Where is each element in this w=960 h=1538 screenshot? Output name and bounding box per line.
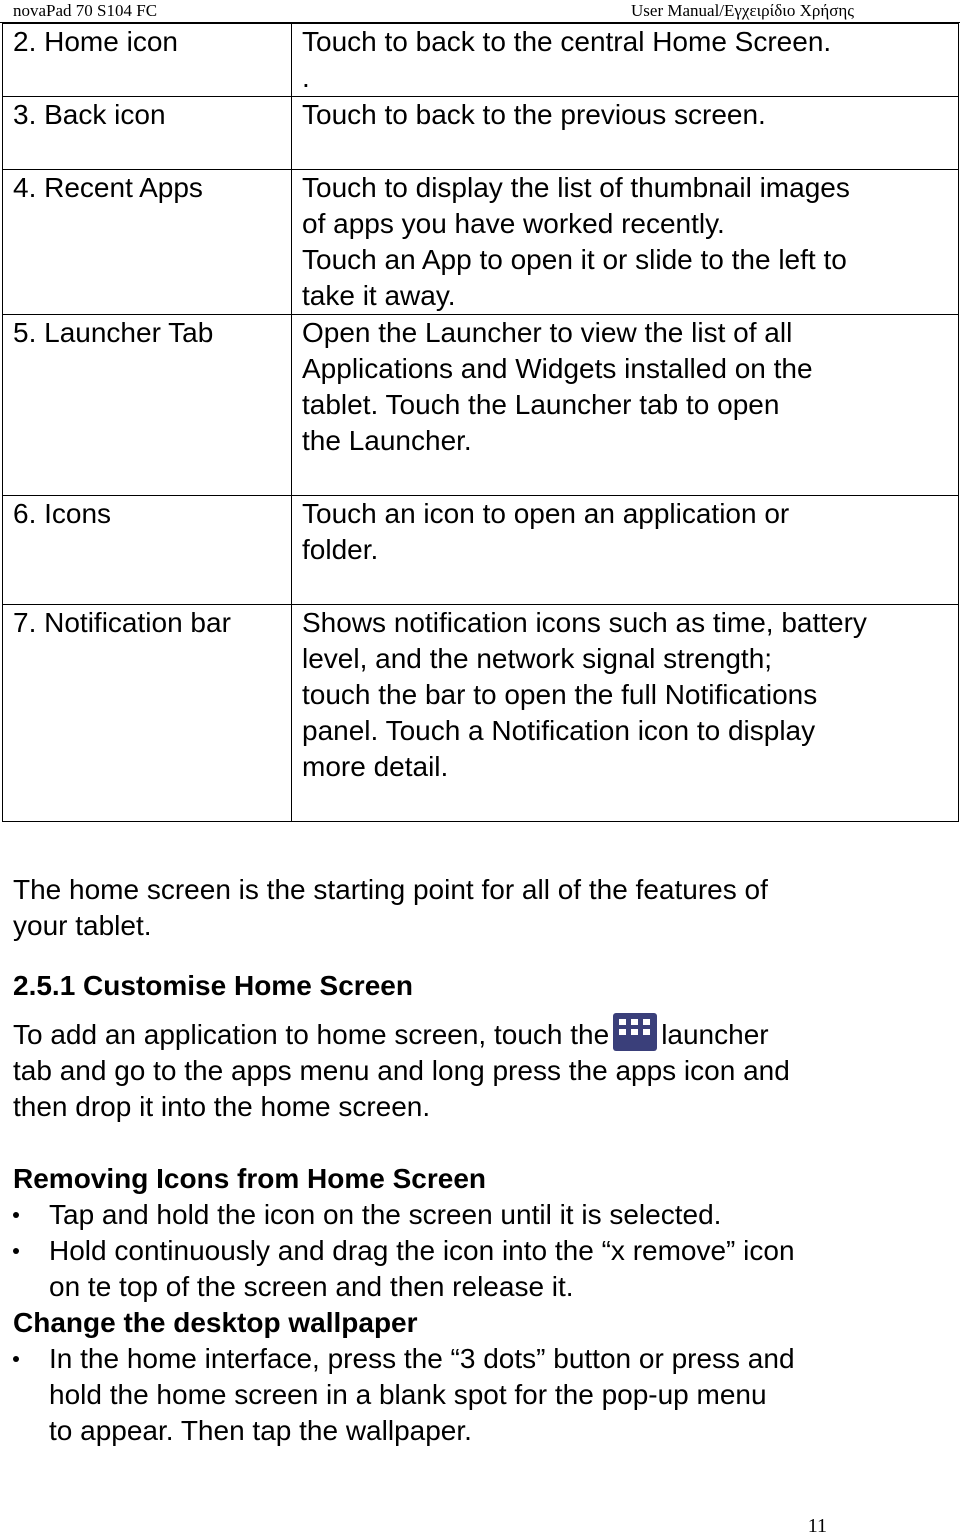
legend-description: Open the Launcher to view the list of all Applications and Widgets installed on the tablet. Touch the Launcher tab to open the Launcher. xyxy=(292,315,959,496)
wallpaper-list xyxy=(13,1341,913,1449)
legend-description: Touch to display the list of thumbnail images of apps you have worked recently. Touch an App to open it or slide to the left to take it away. xyxy=(292,170,959,315)
table-row xyxy=(3,170,959,315)
page-number: 11 xyxy=(807,1515,827,1537)
launcher-grid-icon xyxy=(613,1013,657,1049)
list-item: In the home interface, press the “3 dots” button or press and hold the home screen in a blank spot for the pop-up menu to appear. Then tap the wallpaper. xyxy=(13,1341,913,1449)
legend-table xyxy=(2,23,959,822)
legend-term: 4. Recent Apps xyxy=(3,170,292,315)
legend-description: Touch to back to the previous screen. xyxy=(292,97,959,170)
header-product-name: novaPad 70 S104 FC xyxy=(13,1,158,20)
legend-term: 6. Icons xyxy=(3,496,292,605)
table-row xyxy=(3,605,959,822)
page-header xyxy=(0,0,960,22)
legend-description: Touch to back to the central Home Screen. . xyxy=(292,24,959,97)
legend-term: 5. Launcher Tab xyxy=(3,315,292,496)
legend-term: 7. Notification bar xyxy=(3,605,292,822)
header-manual-title: User Manual/Εγχειρίδιο Χρήσης xyxy=(631,1,854,20)
section-heading: 2.5.1 Customise Home Screen xyxy=(13,970,413,1001)
removing-icons-list xyxy=(13,1197,913,1305)
table-row xyxy=(3,24,959,97)
legend-term: 2. Home icon xyxy=(3,24,292,97)
wallpaper-heading: Change the desktop wallpaper xyxy=(13,1307,418,1338)
bullet-icon xyxy=(13,1212,19,1218)
legend-description: Shows notification icons such as time, battery level, and the network signal strength; touch the bar to open the full Notifications panel. Touch a Notification icon to display more detail. xyxy=(292,605,959,822)
removing-icons-heading: Removing Icons from Home Screen xyxy=(13,1163,487,1194)
bullet-icon xyxy=(13,1248,19,1254)
bullet-icon xyxy=(13,1356,19,1362)
home-screen-intro: The home screen is the starting point for all of the features of your tablet. xyxy=(13,874,768,941)
list-item: Tap and hold the icon on the screen until it is selected. xyxy=(13,1197,913,1233)
list-item: Hold continuously and drag the icon into the “x remove” icon on te top of the screen and then release it. xyxy=(13,1233,913,1305)
table-row xyxy=(3,496,959,605)
table-row xyxy=(3,315,959,496)
legend-description: Touch an icon to open an application or folder. xyxy=(292,496,959,605)
customise-paragraph: To add an application to home screen, touch the launcher tab and go to the apps menu and long press the apps icon and then drop it into the home screen. xyxy=(13,1017,913,1125)
table-row xyxy=(3,97,959,170)
legend-term: 3. Back icon xyxy=(3,97,292,170)
